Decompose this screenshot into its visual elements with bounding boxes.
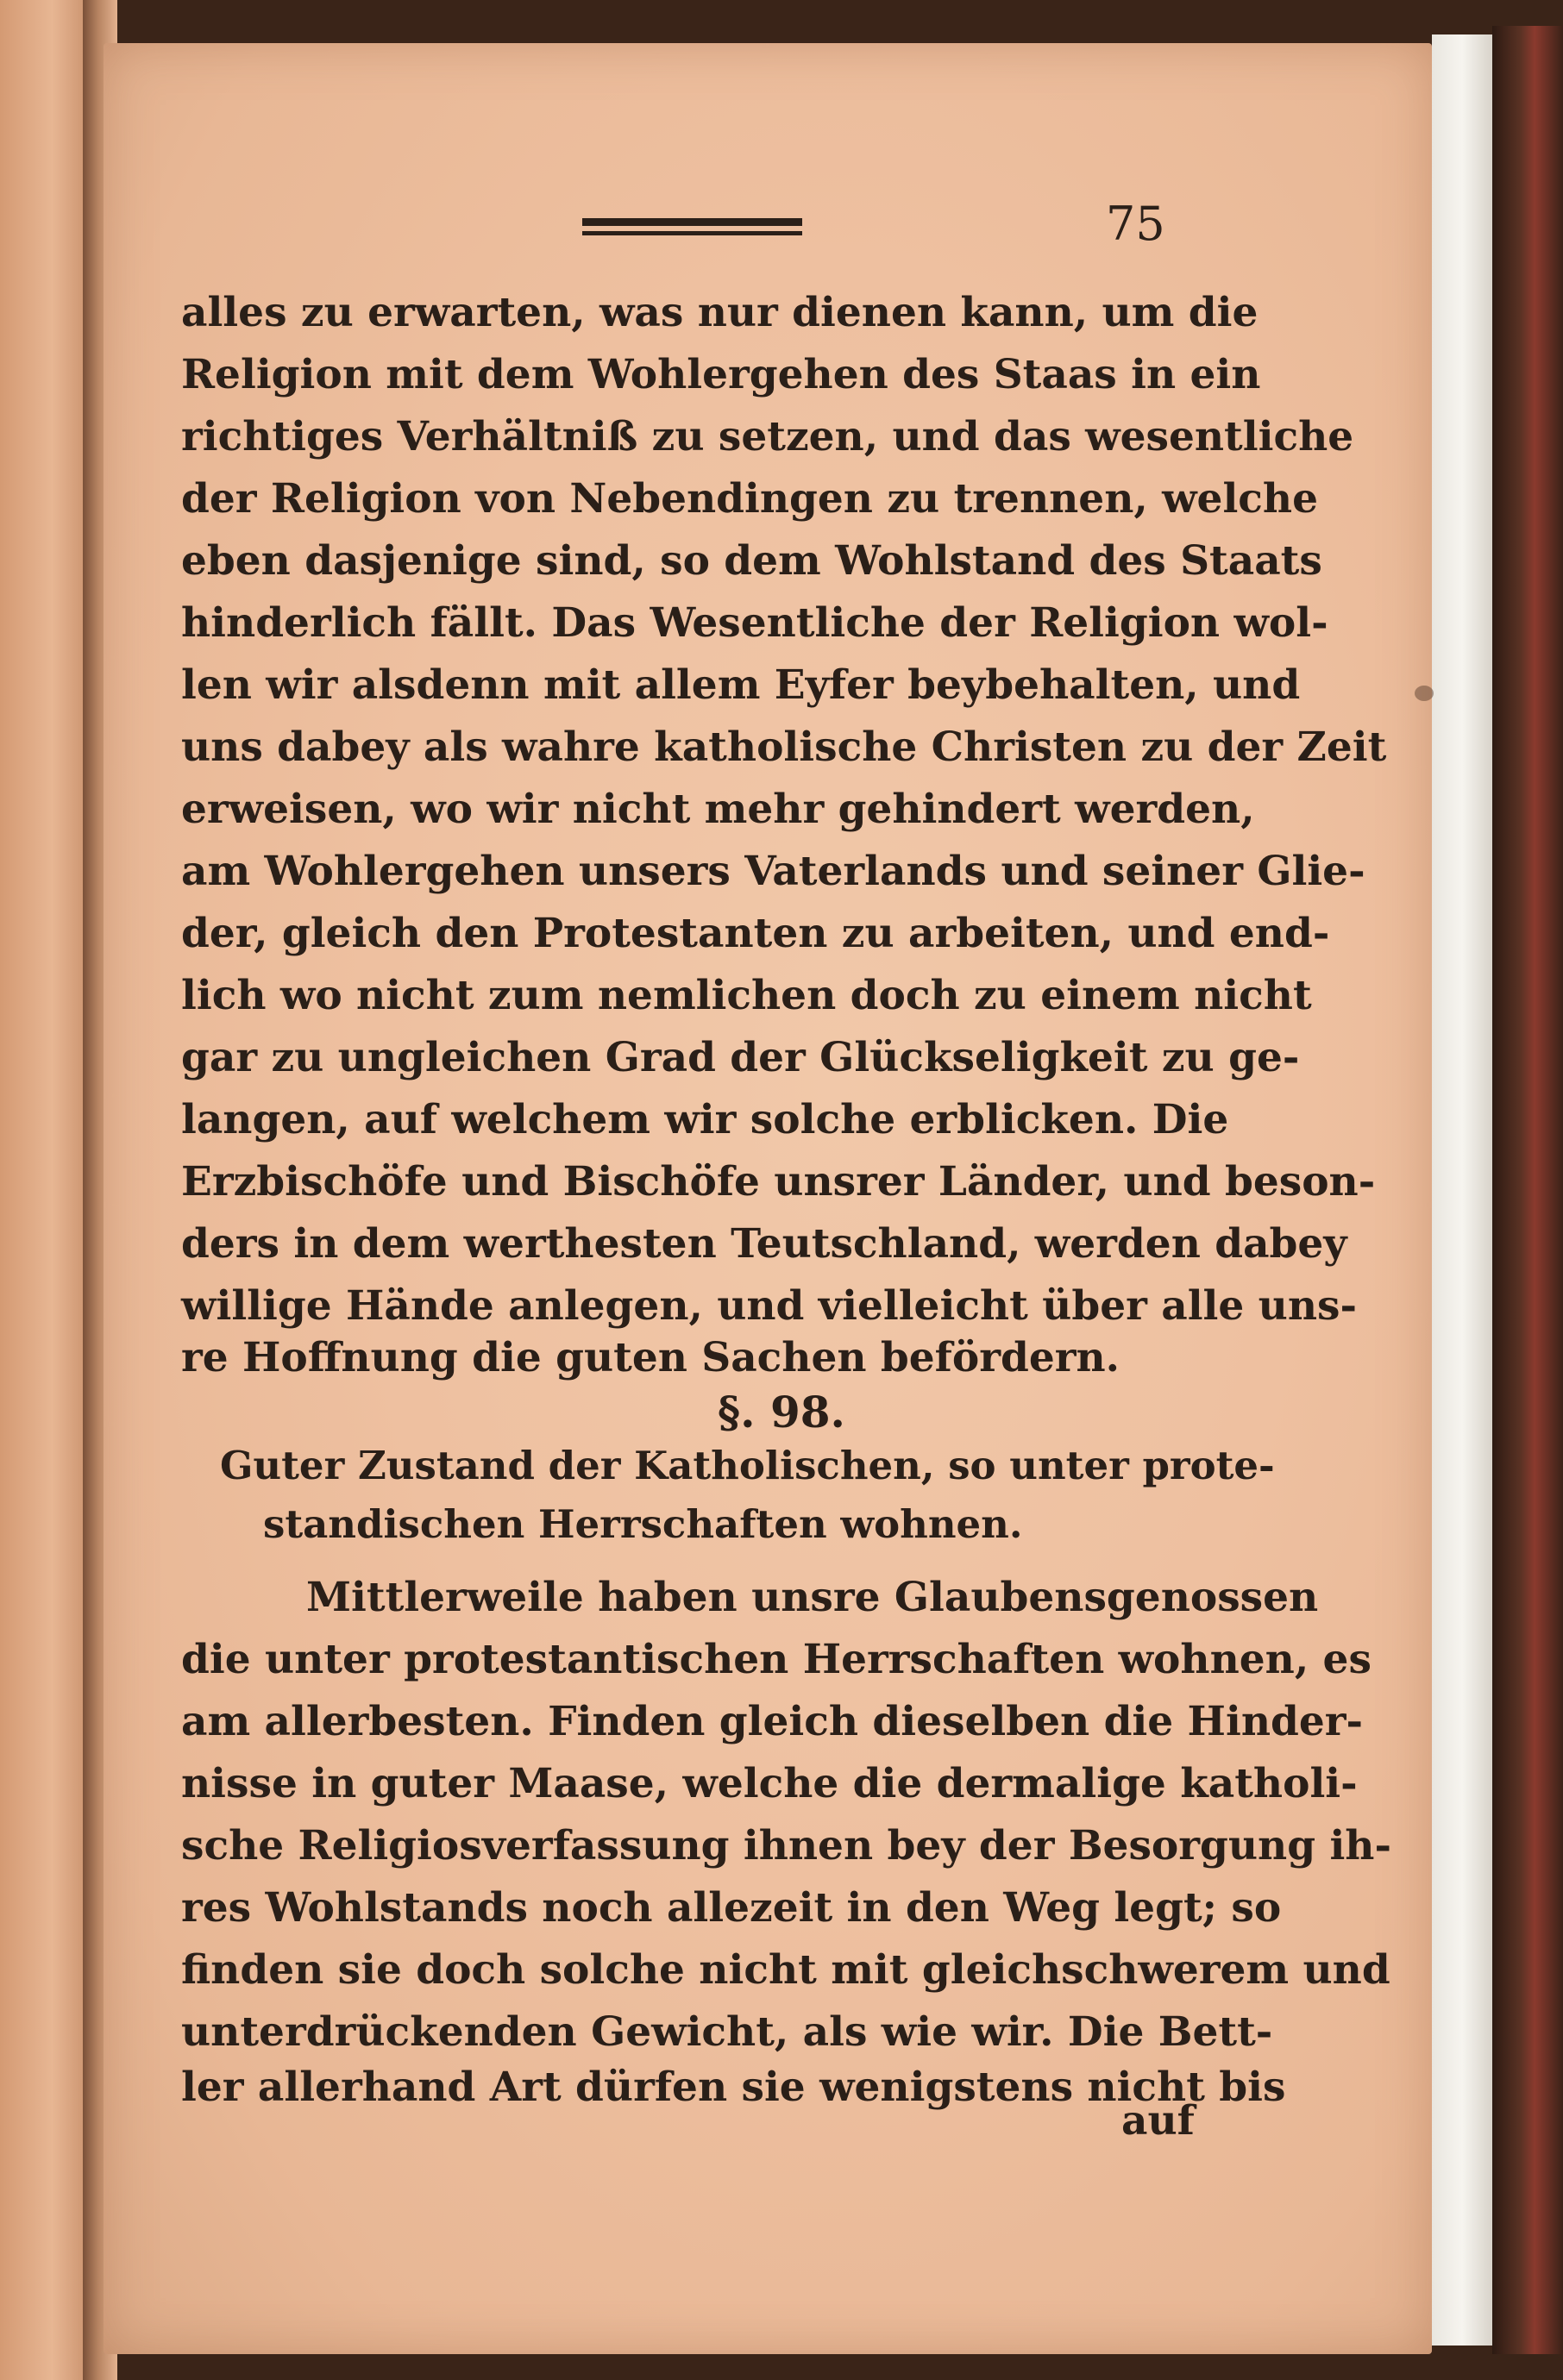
header-rule-thin — [582, 231, 802, 235]
section-line: Mittlerweile haben unsre Glaubensgenossen — [306, 1574, 1319, 1621]
section-heading-line: Guter Zustand der Katholischen, so unter prote- — [220, 1443, 1275, 1488]
section-line: ler allerhand Art dürfen sie wenigstens nicht bis — [181, 2064, 1286, 2111]
body-line: der, gleich den Protestanten zu arbeiten, und end- — [181, 910, 1330, 957]
body-line: eben dasjenige sind, so dem Wohlstand des Staats — [181, 537, 1322, 585]
body-line: erweisen, wo wir nicht mehr gehindert werden, — [181, 786, 1255, 833]
body-line: lich wo nicht zum nemlichen doch zu einem nicht — [181, 972, 1312, 1019]
section-line: nisse in guter Maase, welche die dermalige katholi- — [181, 1760, 1358, 1807]
section-line: am allerbesten. Finden gleich dieselben die Hinder- — [181, 1698, 1364, 1745]
body-line: hinderlich fällt. Das Wesentliche der Religion wol- — [181, 599, 1328, 647]
section-heading-line: standischen Herrschaften wohnen. — [263, 1501, 1023, 1547]
body-line: langen, auf welchem wir solche erblicken. Die — [181, 1096, 1229, 1143]
body-line: gar zu ungleichen Grad der Glückseligkeit zu ge- — [181, 1034, 1300, 1081]
catchword: auf — [1121, 2097, 1195, 2145]
body-line: ders in dem werthesten Teutschland, werden dabey — [181, 1220, 1347, 1268]
body-line: richtiges Verhältniß zu setzen, und das wesentliche — [181, 413, 1354, 460]
body-line: der Religion von Nebendingen zu trennen, welche — [181, 475, 1318, 523]
section-line: res Wohlstands noch allezeit in den Weg legt; so — [181, 1884, 1282, 1932]
section-line: finden sie doch solche nicht mit gleichschwerem und — [181, 1946, 1390, 1994]
body-line: Religion mit dem Wohlergehen des Staas in ein — [181, 351, 1261, 398]
section-line: sche Religiosverfassung ihnen bey der Besorgung ih- — [181, 1822, 1391, 1870]
ink-smudge — [1415, 686, 1434, 701]
body-line: Erzbischöfe und Bischöfe unsrer Länder, und beson- — [181, 1158, 1376, 1206]
body-line: willige Hände anlegen, und vielleicht über alle uns- — [181, 1282, 1357, 1330]
page-number: 75 — [1106, 197, 1165, 251]
section-line: die unter protestantischen Herrschaften wohnen, es — [181, 1636, 1372, 1683]
section-line: unterdrückenden Gewicht, als wie wir. Die Bett- — [181, 2008, 1273, 2056]
page-stack-edge — [1432, 34, 1492, 2346]
section-number: §. 98. — [718, 1387, 845, 1437]
body-line: len wir alsdenn mit allem Eyfer beybehalten, und — [181, 661, 1301, 709]
body-line: alles zu erwarten, was nur dienen kann, um die — [181, 289, 1259, 336]
facing-page-edge — [0, 0, 95, 2380]
book-cover-edge — [1492, 26, 1563, 2354]
body-line: re Hoffnung die guten Sachen befördern. — [181, 1334, 1120, 1381]
header-rule-thick — [582, 218, 802, 226]
body-line: uns dabey als wahre katholische Christen zu der Zeit — [181, 723, 1387, 771]
body-line: am Wohlergehen unsers Vaterlands und seiner Glie- — [181, 848, 1365, 895]
